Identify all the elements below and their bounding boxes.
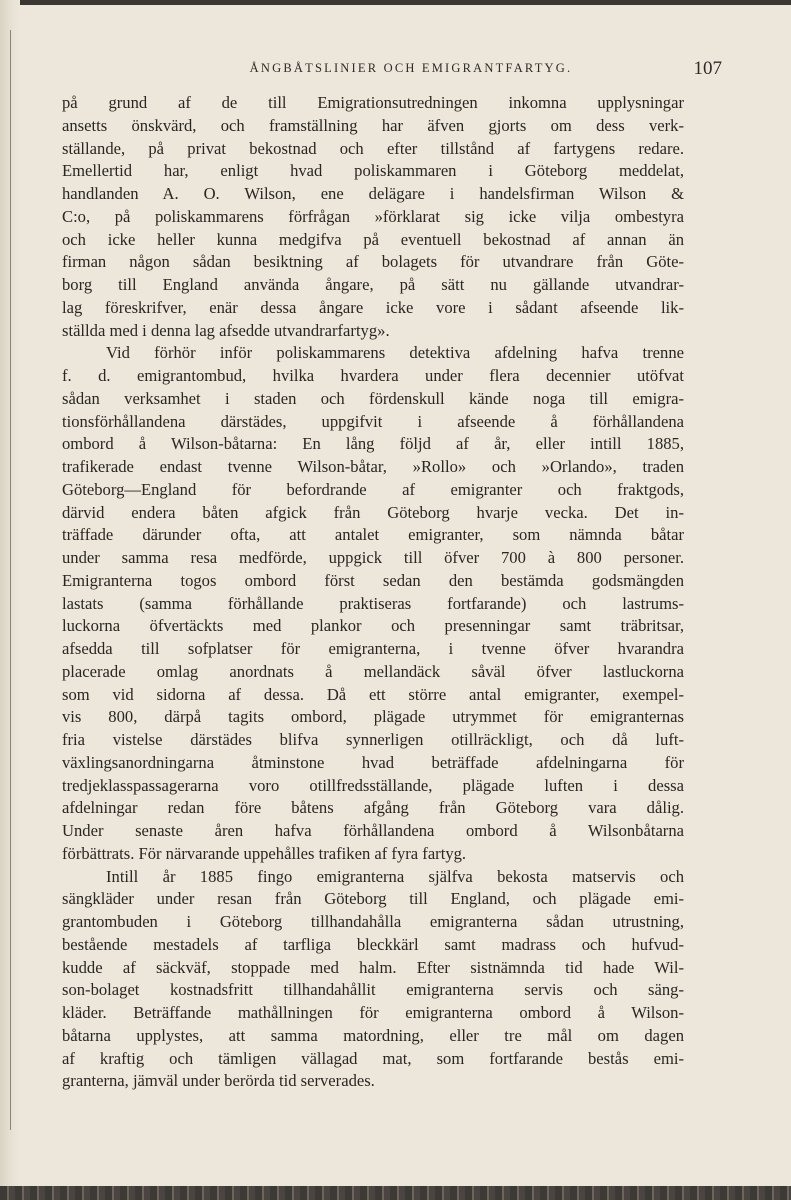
- text-line: handlanden A. O. Wilson, ene delägare i handelsfirman Wilson &: [62, 184, 684, 203]
- body-text: [62, 92, 684, 1093]
- text-line: sängkläder under resan från Göteborg till England, och plägade emi-: [62, 889, 684, 909]
- page-number: 107: [693, 58, 722, 79]
- text-line: kläder. Beträffande mathållningen för emigranterna ombord å Wilson-: [62, 1003, 684, 1022]
- text-line: grantombuden i Göteborg tillhandahålla emigranterna sådan utrustning,: [62, 912, 684, 931]
- text-line: f. d. emigrantombud, hvilka hvardera under flera decennier utöfvat: [62, 366, 684, 385]
- text-line: ansetts önskvärd, och framställning har äfven gjorts om dess verk-: [62, 115, 684, 135]
- text-line: båtarna upplystes, att samma matordning, eller tre mål om dagen: [62, 1025, 684, 1045]
- text-line: Emellertid har, enligt hvad poliskammaren i Göteborg meddelat,: [62, 161, 684, 181]
- text-line: och icke heller kunna medgifva på eventuell bekostnad af annan än: [62, 229, 684, 249]
- text-line: kudde af säckväf, stoppade med halm. Efter sistnämnda tid hade Wil-: [62, 957, 684, 977]
- text-line: placerade omlag anordnats å mellandäck såväl öfver lastluckorna: [62, 661, 684, 681]
- text-line: som vid sidorna af dessa. Då ett större antal emigranter, exempel-: [62, 684, 684, 704]
- page-header: [100, 58, 722, 80]
- scan-top-edge: [0, 0, 791, 5]
- text-line: Göteborg—England för befordrande af emigranter och fraktgods,: [62, 479, 684, 499]
- text-line: Under senaste åren hafva förhållandena ombord å Wilsonbåtarna: [62, 821, 684, 840]
- text-line: af kraftig och tämligen vällagad mat, som fortfarande bestås emi-: [62, 1048, 684, 1068]
- text-line: Intill år 1885 fingo emigranterna själfva bekosta matservis och: [106, 866, 684, 886]
- text-line: Emigranterna togos ombord först sedan den bestämda godsmängden: [62, 570, 684, 590]
- text-line: borg till England använda ångare, på sätt nu gällande utvandrar-: [62, 275, 684, 294]
- scan-bottom-edge: [0, 1186, 791, 1200]
- text-line: bestående mestadels af tarfliga bleckkärl samt madrass och hufvud-: [62, 934, 684, 954]
- text-line: växlingsanordningarna åtminstone hvad beträffade afdelningarna för: [62, 752, 684, 772]
- text-line: fria vistelse därstädes blifva synnerligen otillräckligt, och då luft-: [62, 730, 684, 749]
- text-line: på grund af de till Emigrationsutredningen inkomna upplysningar: [62, 93, 684, 112]
- text-line: därvid endera båten afgick från Göteborg hvarje vecka. Det in-: [62, 502, 684, 522]
- text-line: ombord å Wilson-båtarna: En lång följd af år, eller intill 1885,: [62, 434, 684, 454]
- text-line: trafikerade endast tvenne Wilson-båtar, »Rollo» och »Orlando», traden: [62, 457, 684, 476]
- text-line: under samma resa medförde, uppgick till öfver 700 à 800 personer.: [62, 548, 684, 567]
- text-line: afsedda till sofplatser för emigranterna, i tvenne öfver hvarandra: [62, 639, 684, 658]
- text-line: förbättrats. För närvarande uppehålles trafiken af fyra fartyg.: [62, 843, 467, 863]
- text-line: ställda med i denna lag afsedde utvandrarfartyg».: [62, 320, 390, 340]
- text-line: lag föreskrifver, enär dessa ångare icke vore i sådant afseende lik-: [62, 297, 684, 317]
- text-line: granterna, jämväl under berörda tid serverades.: [62, 1071, 375, 1091]
- text-line: ställande, på privat bekostnad och efter tillstånd af fartygens redare.: [62, 138, 684, 158]
- text-line: tionsförhållandena därstädes, uppgifvit i afseende å förhållandena: [62, 411, 684, 431]
- text-line: sådan verksamhet i staden och fördenskull kände noga till emigra-: [62, 388, 684, 408]
- gutter-line: [10, 30, 11, 1130]
- text-line: C:o, på poliskammarens förfrågan »förklarat sig icke vilja ombestyra: [62, 206, 684, 226]
- text-line: afdelningar redan före båtens afgång från Göteborg vara dålig.: [62, 798, 684, 818]
- text-line: tredjeklasspassagerarna voro otillfredsställande, plägade luften i dessa: [62, 775, 684, 795]
- text-line: träffade därunder ofta, att antalet emigranter, som nämnda båtar: [62, 525, 684, 545]
- text-line: Vid förhör inför poliskammarens detektiva afdelning hafva trenne: [106, 343, 684, 363]
- text-line: son-bolaget kostnadsfritt tillhandahållit emigranterna servis och säng-: [62, 980, 684, 1000]
- running-head: ÅNGBÅTSLINIER OCH EMIGRANTFARTYG.: [249, 61, 573, 75]
- text-line: vis 800, därpå tagits ombord, plägade utrymmet för emigranternas: [62, 707, 684, 727]
- text-line: firman någon sådan besiktning af bolagets för utvandrare från Göte-: [62, 252, 684, 272]
- text-line: lastats (samma förhållande praktiseras fortfarande) och lastrums-: [62, 593, 684, 613]
- text-line: luckorna öfvertäckts med plankor och presenningar samt träbritsar,: [62, 616, 684, 636]
